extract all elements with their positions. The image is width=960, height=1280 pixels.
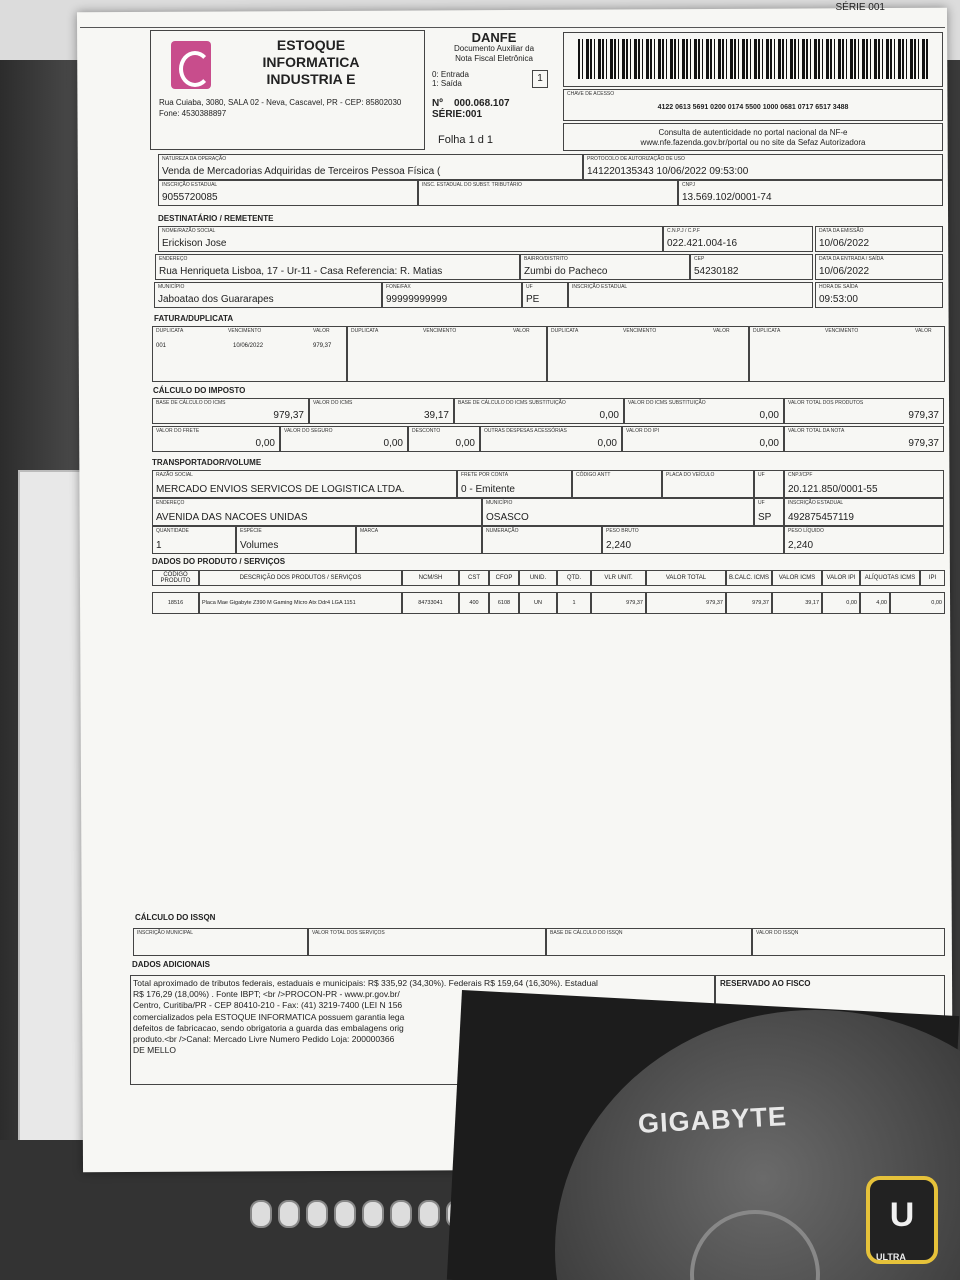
imposto-cell-label: VALOR DO SEGURO (284, 428, 333, 434)
danfe-title: DANFE (471, 30, 517, 45)
protocolo-value: 141220135343 10/06/2022 09:53:00 (587, 166, 749, 177)
dest-municipio-box: MUNICÍPIO Jaboatao dos Guararapes (154, 282, 382, 308)
danfe-entrada-saida: 0: Entrada 1: Saída (432, 70, 469, 88)
fatura-col-3: DUPLICATA VENCIMENTO VALOR (547, 326, 749, 382)
transp-frete-box: FRETE POR CONTA 0 - Emitente (457, 470, 572, 498)
transp-bruto: 2,240 (606, 540, 632, 551)
emitente-address: Rua Cuiaba, 3080, SALA 02 - Neva, Cascavel, PR - CEP: 85802030 Fone: 4530388897 (159, 98, 402, 118)
transp-uf-box: UF (754, 470, 784, 498)
transp-antt-box: CÓDIGO ANTT (572, 470, 662, 498)
imposto-cell (454, 398, 624, 424)
imposto-cell-label: DESCONTO (412, 428, 441, 434)
produtos-header-cell: ALÍQUOTAS ICMS (860, 570, 920, 586)
barcode-icon (578, 39, 928, 79)
dest-nome: Erickison Jose (162, 238, 227, 249)
dest-bairro: Zumbi do Pacheco (524, 266, 608, 277)
produtos-header-cell: VALOR TOTAL (646, 570, 726, 586)
dest-emissao-box: DATA DA EMISSÃO 10/06/2022 (815, 226, 943, 252)
consulta-text: Consulta de autenticidade no portal nacional da NF-e www.nfe.fazenda.gov.br/portal ou no site da Sefaz Autorizadora (640, 128, 866, 147)
imposto-cell-value: 0,00 (759, 410, 779, 421)
danfe-folha: Folha 1 d 1 (438, 134, 494, 146)
produtos-row-cell: 0,00 (822, 592, 860, 614)
natureza-value: Venda de Mercadorias Adquiridas de Terceiros Pessoa Física ( (162, 166, 441, 177)
protocolo-box: PROTOCOLO DE AUTORIZAÇÃO DE USO 141220135343 10/06/2022 09:53:00 (583, 154, 943, 180)
dest-entrada: 10/06/2022 (819, 266, 870, 277)
imposto-cell (309, 398, 454, 424)
imposto-cell-value: 0,00 (759, 438, 779, 449)
ultra-durable-badge-icon: U ULTRA (866, 1176, 938, 1264)
imposto-section: CÁLCULO DO IMPOSTO (153, 386, 246, 395)
danfe-numero: Nº 000.068.107 SÉRIE:001 (432, 98, 510, 120)
produtos-row-cell: 0,00 (890, 592, 945, 614)
transportador-section: TRANSPORTADOR/VOLUME (152, 458, 262, 467)
transp-frete: 0 - Emitente (461, 484, 515, 495)
produtos-row-cell: Placa Mae Gigabyte Z390 M Gaming Micro Atx Ddr4 LGA 1151 (199, 592, 402, 614)
imposto-cell (784, 426, 944, 452)
emitente-name: ESTOQUE INFORMATICA INDUSTRIA E (262, 37, 360, 87)
dest-emissao: 10/06/2022 (819, 238, 870, 249)
dest-ie-box: INSCRIÇÃO ESTADUAL (568, 282, 813, 308)
dest-cep-box: CEP 54230182 (690, 254, 813, 280)
chave-label: CHAVE DE ACESSO (567, 91, 615, 97)
imposto-cell-value: 0,00 (599, 410, 619, 421)
imposto-cell (280, 426, 408, 452)
chave-box (563, 89, 943, 121)
produtos-header-cell: CST (459, 570, 489, 586)
imposto-cell-label: BASE DE CÁLCULO DO ICMS (156, 400, 226, 406)
produtos-header-cell: CÓDIGO PRODUTO (152, 570, 199, 586)
produtos-header-cell: DESCRIÇÃO DOS PRODUTOS / SERVIÇOS (199, 570, 402, 586)
produtos-header-cell: B.CALC. ICMS (726, 570, 772, 586)
ie-box: INSCRIÇÃO ESTADUAL 9055720085 (158, 180, 418, 206)
imposto-cell-value: 0,00 (255, 438, 275, 449)
produtos-row-cell: 4,00 (860, 592, 890, 614)
dest-uf-box: UF PE (522, 282, 568, 308)
transp-liquido-box: PESO LÍQUIDO 2,240 (784, 526, 944, 554)
produtos-row-cell: 979,37 (591, 592, 646, 614)
imposto-cell-value: 979,37 (908, 410, 939, 421)
produtos-header-cell: NCM/SH (402, 570, 459, 586)
dest-uf: PE (526, 294, 540, 305)
transp-numeracao-box: NUMERAÇÃO (482, 526, 602, 554)
transp-municipio-box: MUNICÍPIO OSASCO (482, 498, 754, 526)
produtos-header-cell: VALOR ICMS (772, 570, 822, 586)
dest-cpf: 022.421.004-16 (667, 238, 738, 249)
dest-hora: 09:53:00 (819, 294, 858, 305)
dest-entrada-box: DATA DA ENTRADA / SAÍDA 10/06/2022 (815, 254, 943, 280)
imposto-cell-value: 979,37 (273, 410, 304, 421)
imposto-cell-label: VALOR TOTAL DOS PRODUTOS (788, 400, 864, 406)
fatura-venc: 10/06/2022 (233, 343, 264, 349)
produtos-row-cell: UN (519, 592, 557, 614)
transp-bruto-box: PESO BRUTO 2,240 (602, 526, 784, 554)
danfe-subtitle: Documento Auxiliar da Nota Fiscal Eletrônica (453, 44, 535, 63)
imposto-cell-label: VALOR DO ICMS SUBSTITUIÇÃO (628, 400, 706, 406)
produtos-row-cell: 1 (557, 592, 591, 614)
imposto-cell-label: VALOR DO FRETE (156, 428, 200, 434)
fatura-col-4: DUPLICATA VENCIMENTO VALOR (749, 326, 945, 382)
produtos-row-cell: 39,17 (772, 592, 822, 614)
transp-razao-box: RAZÃO SOCIAL MERCADO ENVIOS SERVICOS DE LOGISTICA LTDA. (152, 470, 457, 498)
produtos-header-cell: IPI (920, 570, 945, 586)
dest-fone: 99999999999 (386, 294, 448, 305)
produtos-row-cell: 18516 (152, 592, 199, 614)
produtos-row-cell: 979,37 (646, 592, 726, 614)
imposto-cell (152, 426, 280, 452)
reservado-fisco-label: RESERVADO AO FISCO (720, 979, 811, 988)
imposto-cell (624, 398, 784, 424)
transp-municipio: OSASCO (486, 512, 529, 523)
transp-endereco-box: ENDEREÇO AVENIDA DAS NACOES UNIDAS (152, 498, 482, 526)
produtos-header-cell: CFOP (489, 570, 519, 586)
dest-cpf-box: C.N.P.J / C.P.F 022.421.004-16 (663, 226, 813, 252)
dest-bairro-box: BAIRRO/DISTRITO Zumbi do Pacheco (520, 254, 690, 280)
produtos-row-cell: 84733041 (402, 592, 459, 614)
dest-endereco: Rua Henriqueta Lisboa, 17 - Ur-11 - Casa Referencia: R. Matias (159, 266, 443, 277)
danfe-box (428, 30, 560, 150)
issqn-valor-box: VALOR DO ISSQN (752, 928, 945, 956)
transp-qtd: 1 (156, 540, 162, 551)
imposto-cell (152, 398, 309, 424)
destinatario-section: DESTINATÁRIO / REMETENTE (158, 214, 274, 223)
iest-box: INSC. ESTADUAL DO SUBST. TRIBUTÁRIO (418, 180, 678, 206)
adicionais-text: Total aproximado de tributos federais, estaduais e municipais: R$ 335,92 (34,30%). Federais R$ 159,64 (16,30%). Estadual R$ 176,29 (18,00%) . Fonte IBPT; <br />PROCON-PR - www.pr.gov.br/ Centro, Curitiba/PR - CEP 80410-210 - Fax: (41) 3219-7400 (LEI N 156 comercializados pela ESTOQUE INFORMATICA possuem garantia lega defeitos de fabricacao, sendo obrigatoria a guarda das embalagens orig produto.<br />Canal: Mercado Livre Numero Pedido Loja: 200000366 DE MELLO (133, 978, 598, 1056)
produtos-section: DADOS DO PRODUTO / SERVIÇOS (152, 557, 286, 566)
barcode-box (563, 32, 943, 87)
transp-especie: Volumes (240, 540, 279, 551)
transp-razao: MERCADO ENVIOS SERVICOS DE LOGISTICA LTDA. (156, 484, 405, 495)
transp-ie-box: INSCRIÇÃO ESTADUAL 492875457119 (784, 498, 944, 526)
fatura-col-2: DUPLICATA VENCIMENTO VALOR (347, 326, 547, 382)
imposto-cell-value: 39,17 (423, 410, 449, 421)
natureza-box: NATUREZA DA OPERAÇÃO Venda de Mercadorias Adquiridas de Terceiros Pessoa Física ( (158, 154, 583, 180)
dest-cep: 54230182 (694, 266, 739, 277)
transp-liquido: 2,240 (788, 540, 814, 551)
imposto-cell-label: VALOR DO IPI (626, 428, 659, 434)
dest-fone-box: FONE/FAX 99999999999 (382, 282, 522, 308)
fatura-section: FATURA/DUPLICATA (154, 314, 234, 323)
produtos-header-cell: UNID. (519, 570, 557, 586)
consulta-box (563, 123, 943, 151)
dest-endereco-box: ENDEREÇO Rua Henriqueta Lisboa, 17 - Ur-11 - Casa Referencia: R. Matias (155, 254, 520, 280)
issqn-servicos-box: VALOR TOTAL DOS SERVIÇOS (308, 928, 546, 956)
issqn-base-box: BASE DE CÁLCULO DO ISSQN (546, 928, 752, 956)
dest-municipio: Jaboatao dos Guararapes (158, 294, 274, 305)
transp-uf2: SP (758, 512, 772, 523)
imposto-cell-value: 0,00 (455, 438, 475, 449)
cnpj-value: 13.569.102/0001-74 (682, 192, 772, 203)
emitente-box (150, 30, 425, 150)
transp-marca-box: MARCA (356, 526, 482, 554)
fatura-col-1: DUPLICATA VENCIMENTO VALOR 001 10/06/2022 979,37 (152, 326, 347, 382)
imposto-cell (784, 398, 944, 424)
transp-placa-box: PLACA DO VEÍCULO (662, 470, 754, 498)
produtos-header-cell: VLR UNIT. (591, 570, 646, 586)
emitente-logo-icon (171, 41, 211, 89)
imposto-cell-label: BASE DE CÁLCULO DO ICMS SUBSTITUIÇÃO (458, 400, 566, 406)
transp-qtd-box: QUANTIDADE 1 (152, 526, 236, 554)
imposto-cell-value: 0,00 (383, 438, 403, 449)
chave-value: 4122 0613 5691 0200 0174 5500 1000 0681 0717 6517 3488 (657, 104, 849, 111)
transp-endereco: AVENIDA DAS NACOES UNIDAS (156, 512, 308, 523)
previous-page-strip (80, 0, 945, 28)
gigabyte-logo: GIGABYTE (637, 1101, 788, 1139)
produtos-header-cell: VALOR IPI (822, 570, 860, 586)
ie-value: 9055720085 (162, 192, 218, 203)
issqn-section: CÁLCULO DO ISSQN (135, 913, 216, 922)
produtos-header-cell: QTD. (557, 570, 591, 586)
imposto-cell-value: 0,00 (597, 438, 617, 449)
transp-uf2-box: UF SP (754, 498, 784, 526)
cnpj-box: CNPJ 13.569.102/0001-74 (678, 180, 943, 206)
imposto-cell (408, 426, 480, 452)
motherboard-connectors (250, 1200, 468, 1228)
fatura-dup: 001 (156, 343, 167, 349)
imposto-cell-label: VALOR TOTAL DA NOTA (788, 428, 845, 434)
produtos-row-cell: 400 (459, 592, 489, 614)
adicionais-section: DADOS ADICIONAIS (132, 960, 210, 969)
issqn-inscricao-box: INSCRIÇÃO MUNICIPAL (133, 928, 308, 956)
dest-hora-box: HORA DE SAÍDA 09:53:00 (815, 282, 943, 308)
transp-cnpj-box: CNPJ/CPF 20.121.850/0001-55 (784, 470, 944, 498)
imposto-cell-label: OUTRAS DESPESAS ACESSÓRIAS (484, 428, 567, 434)
imposto-cell (480, 426, 622, 452)
produtos-row-cell: 6108 (489, 592, 519, 614)
dest-nome-box: NOME/RAZÃO SOCIAL Erickison Jose (158, 226, 663, 252)
transp-cnpj: 20.121.850/0001-55 (788, 484, 878, 495)
imposto-cell-value: 979,37 (908, 438, 939, 449)
transp-ie: 492875457119 (788, 512, 854, 523)
imposto-cell (622, 426, 784, 452)
imposto-cell-label: VALOR DO ICMS (313, 400, 353, 406)
produtos-row-cell: 979,37 (726, 592, 772, 614)
transp-especie-box: ESPÉCIE Volumes (236, 526, 356, 554)
danfe-tipo: 1 (532, 70, 548, 88)
top-serie: SÉRIE 001 (835, 2, 885, 13)
fatura-valor: 979,37 (313, 343, 332, 349)
